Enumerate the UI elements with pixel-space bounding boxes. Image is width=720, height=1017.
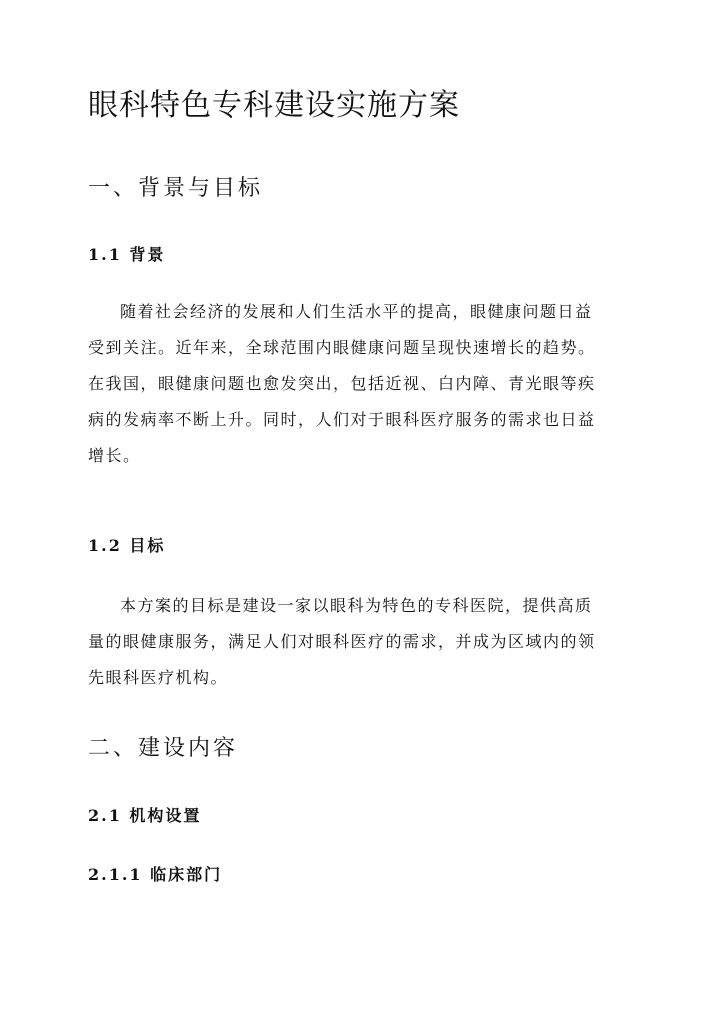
paragraph-line: 受到关注。近年来，全球范围内眼健康问题呈现快速增长的趋势。: [88, 338, 596, 357]
document-title: 眼科特色专科建设实施方案: [88, 88, 460, 123]
section-heading-background-goals: 一、背景与目标: [88, 176, 264, 201]
subsection-heading-organization: 2.1 机构设置: [88, 806, 202, 825]
paragraph-line: 增长。: [88, 446, 141, 465]
paragraph-line: 随着社会经济的发展和人们生活水平的提高，眼健康问题日益: [120, 302, 593, 321]
paragraph-line: 先眼科医疗机构。: [88, 668, 229, 687]
subsubsection-heading-clinical-departments: 2.1.1 临床部门: [88, 865, 223, 884]
paragraph-line: 在我国，眼健康问题也愈发突出，包括近视、白内障、青光眼等疾: [88, 374, 596, 393]
paragraph-line: 本方案的目标是建设一家以眼科为特色的专科医院，提供高质: [120, 596, 593, 615]
section-heading-construction-content: 二、建设内容: [88, 736, 239, 761]
subsection-heading-goals: 1.2 目标: [88, 536, 166, 555]
paragraph-background: [88, 294, 648, 474]
paragraph-line: 量的眼健康服务，满足人们对眼科医疗的需求，并成为区域内的领: [88, 632, 596, 651]
subsection-heading-background: 1.1 背景: [88, 245, 166, 264]
paragraph-line: 病的发病率不断上升。同时，人们对于眼科医疗服务的需求也日益: [88, 410, 596, 429]
paragraph-goals: [88, 588, 648, 696]
